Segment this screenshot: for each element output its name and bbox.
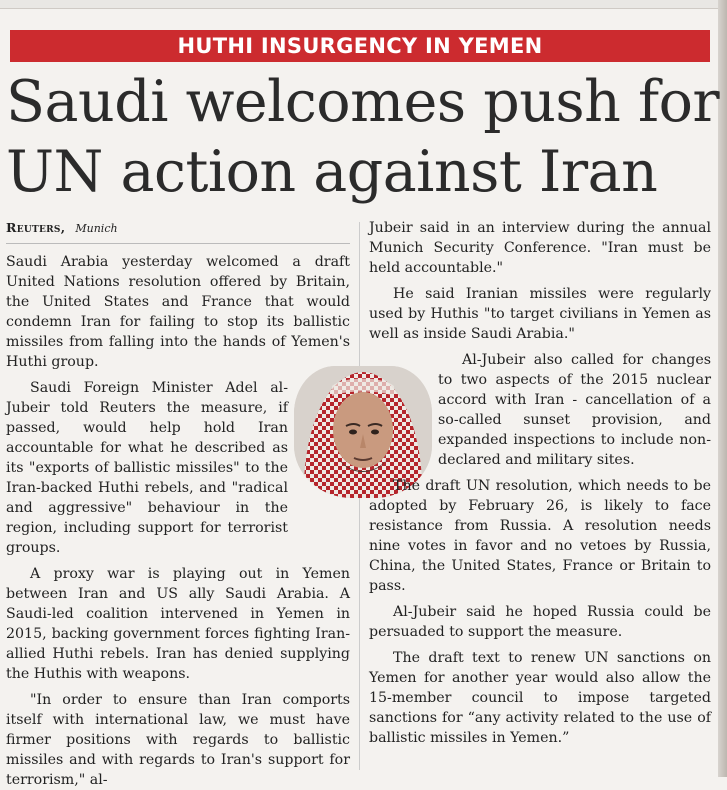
paragraph: "In order to ensure than Iran comports itself with international law, we must have firmer positions with regards to ballistic missiles and with regards to Iran's support for terrorism," al- — [6, 692, 350, 788]
paragraph: Al-Jubeir also called for changes to two aspects of the 2015 nuclear accord with Iran - cancellation of a so-called sunset provision, and expanded inspections to include non-declared and military sites. — [438, 352, 711, 468]
paragraph: Saudi Arabia yesterday welcomed a draft United Nations resolution offered by Britain, the United States and France that would condemn Iran for failing to stop its ballistic missiles from falling into the hands of Yemen's Huthi group. — [6, 254, 350, 370]
section-kicker: HUTHI INSURGENCY IN YEMEN — [10, 30, 710, 62]
paragraph: Saudi Foreign Minister Adel al-Jubeir told Reuters the measure, if passed, would help hold Iran accountable for what he described as its "exports of ballistic missiles" to the Iran-backed Huthi rebels, and "radical and aggressive" behaviour in the region, including support for terrorist groups. — [6, 380, 288, 556]
headline-line-1: Saudi welcomes push for — [6, 69, 720, 135]
paragraph: The draft text to renew UN sanctions on Yemen for another year would also allow the 15-member council to impose targeted sanctions for “any activity related to the use of ballistic missiles in Yemen.” — [369, 650, 711, 746]
headline-line-2: UN action against Iran — [6, 139, 658, 205]
dateline — [6, 218, 350, 244]
byline-agency: Reuters, — [6, 220, 66, 235]
headline — [6, 67, 721, 207]
paragraph: Al-Jubeir said he hoped Russia could be persuaded to support the measure. — [369, 604, 711, 640]
paragraph: The draft UN resolution, which needs to be adopted by February 26, is likely to face resistance from Russia. A resolution needs nine votes in favor and no vetoes by Russia, China, the United States, France or Britain to pass. — [369, 478, 711, 594]
right-column — [369, 218, 711, 748]
byline-city: Munich — [75, 222, 118, 235]
paragraph: A proxy war is playing out in Yemen between Iran and US ally Saudi Arabia. A Saudi-led coalition intervened in Yemen in 2015, backing government forces fighting Iran-allied Huthi rebels. Iran has denied supplying the Huthis with weapons. — [6, 566, 350, 682]
top-rule — [0, 0, 727, 9]
paragraph: Jubeir said in an interview during the annual Munich Security Conference. "Iran must be held accountable." — [369, 220, 711, 276]
left-column — [6, 218, 350, 790]
paragraph: He said Iranian missiles were regularly used by Huthis "to target civilians in Yemen as well as inside Saudi Arabia." — [369, 286, 711, 342]
